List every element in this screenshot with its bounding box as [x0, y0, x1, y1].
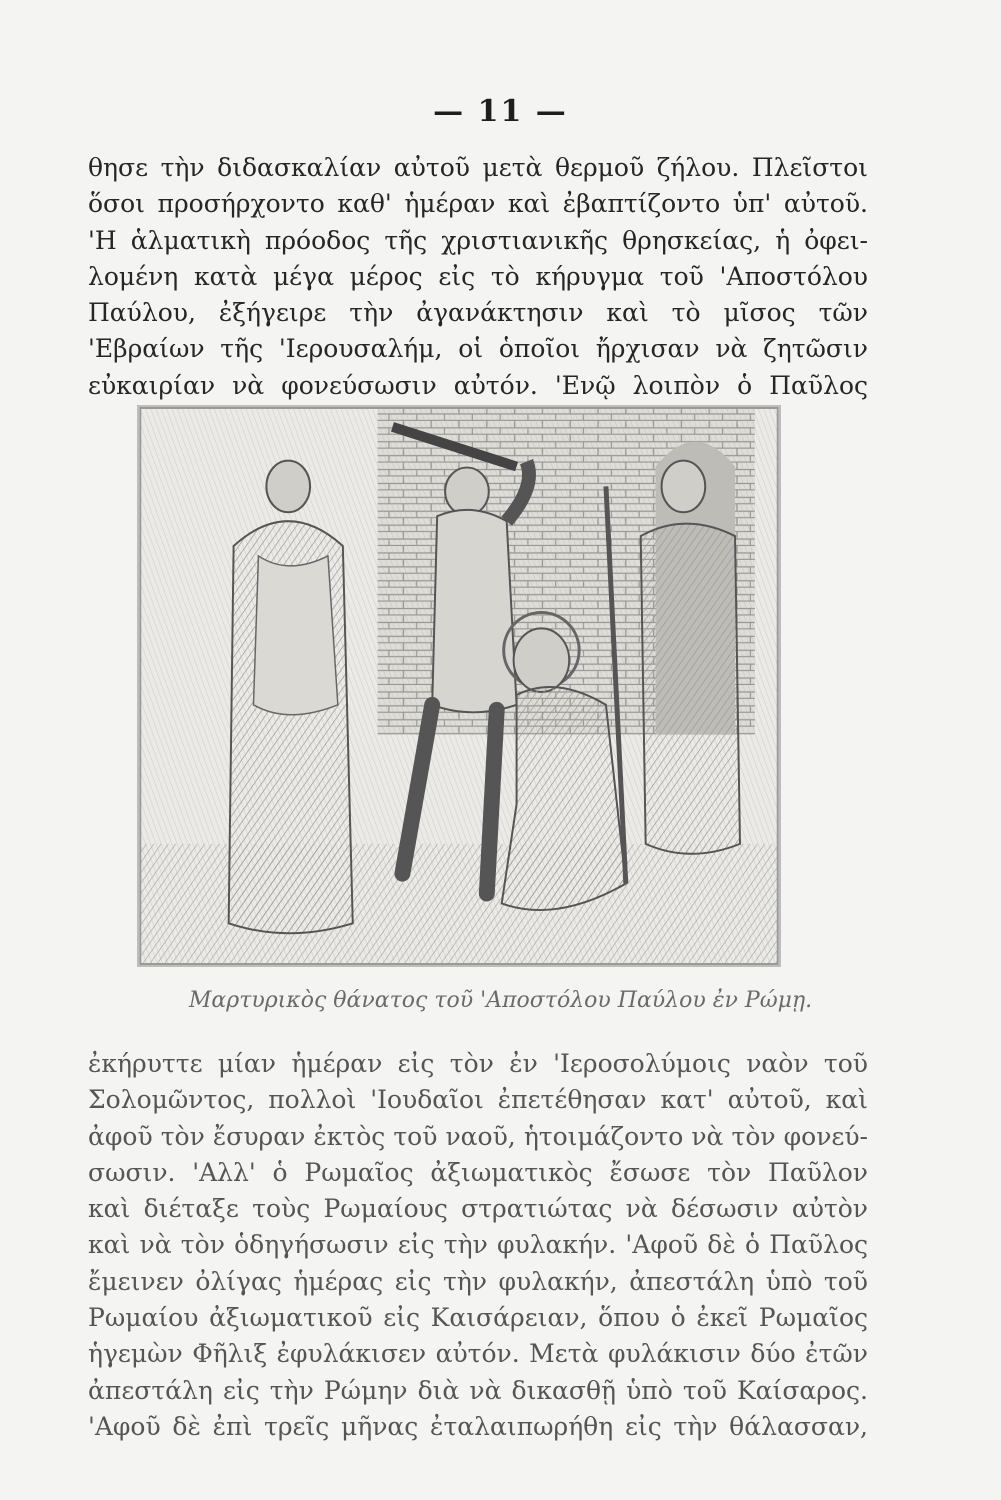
figure-caption: Μαρτυρικὸς θάνατος τοῦ 'Αποστόλου Παύλου ἐν Ρώμῃ. [188, 988, 813, 1013]
text-line: 'Αφοῦ δὲ ἐπὶ τρεῖς μῆνας ἐταλαιπωρήθη εἰς τὴν θάλασσαν, [88, 1411, 868, 1441]
text-line: ἀπεστάλη εἰς τὴν Ρώμην διὰ νὰ δικασθῇ ὑπὸ τοῦ Καίσαρος. [88, 1375, 868, 1405]
text-line: 'Η ἁλματικὴ πρόοδος τῆς χριστιανικῆς θρησκείας, ἡ ὀφει- [88, 225, 868, 255]
paragraph-top [88, 150, 868, 404]
text-line: ἡγεμὼν Φῆλιξ ἐφυλάκισεν αὐτόν. Μετὰ φυλάκισιν δύο ἐτῶν [88, 1339, 868, 1369]
text-line: σωσιν. 'Αλλ' ὁ Ρωμαῖος ἀξιωματικὸς ἔσωσε τὸν Παῦλον [88, 1157, 868, 1187]
text-line: εὐκαιρίαν νὰ φονεύσωσιν αὐτόν. 'Ενῷ λοιπὸν ὁ Παῦλος [88, 370, 868, 400]
text-line: καὶ διέταξε τοὺς Ρωμαίους στρατιώτας νὰ δέσωσιν αὐτὸν [88, 1194, 868, 1224]
text-line: Ρωμαίου ἀξιωματικοῦ εἰς Καισάρειαν, ὅπου ὁ ἐκεῖ Ρωμαῖος [88, 1303, 868, 1333]
text-line: Σολομῶντος, πολλοὶ 'Ιουδαῖοι ἐπετέθησαν κατ' αὐτοῦ, καὶ [88, 1085, 868, 1115]
text-line: θησε τὴν διδασκαλίαν αὐτοῦ μετὰ θερμοῦ ζήλου. Πλεῖστοι [88, 153, 868, 182]
text-line: ἔμεινεν ὀλίγας ἡμέρας εἰς τὴν φυλακήν, ἀπεστάλη ὑπὸ τοῦ [88, 1266, 868, 1296]
engraving-illustration [137, 405, 781, 967]
text-line: καὶ νὰ τὸν ὁδηγήσωσιν εἰς τὴν φυλακήν. 'Αφοῦ δὲ ὁ Παῦλος [88, 1230, 868, 1260]
paragraph-bottom [88, 1046, 868, 1445]
text-line: ἀφοῦ τὸν ἔσυραν ἐκτὸς τοῦ ναοῦ, ἡτοιμάζοντο νὰ τὸν φονεύ- [88, 1121, 868, 1151]
text-line: ἐκήρυττε μίαν ἡμέραν εἰς τὸν ἐν 'Ιεροσολύμοις ναὸν τοῦ [88, 1049, 868, 1078]
text-line: 'Εβραίων τῆς 'Ιερουσαλήμ, οἱ ὁποῖοι ἤρχισαν νὰ ζητῶσιν [88, 334, 868, 364]
text-line: λομένη κατὰ μέγα μέρος εἰς τὸ κήρυγμα τοῦ 'Αποστόλου [88, 261, 868, 291]
martyrdom-engraving [139, 407, 779, 965]
text-line: ὅσοι προσήρχοντο καθ' ἡμέραν καὶ ἐβαπτίζοντο ὑπ' αὐτοῦ. [88, 189, 868, 219]
text-line: Παύλου, ἐξήγειρε τὴν ἀγανάκτησιν καὶ τὸ μῖσος τῶν [88, 298, 868, 328]
page-number: — 11 — [433, 94, 568, 129]
